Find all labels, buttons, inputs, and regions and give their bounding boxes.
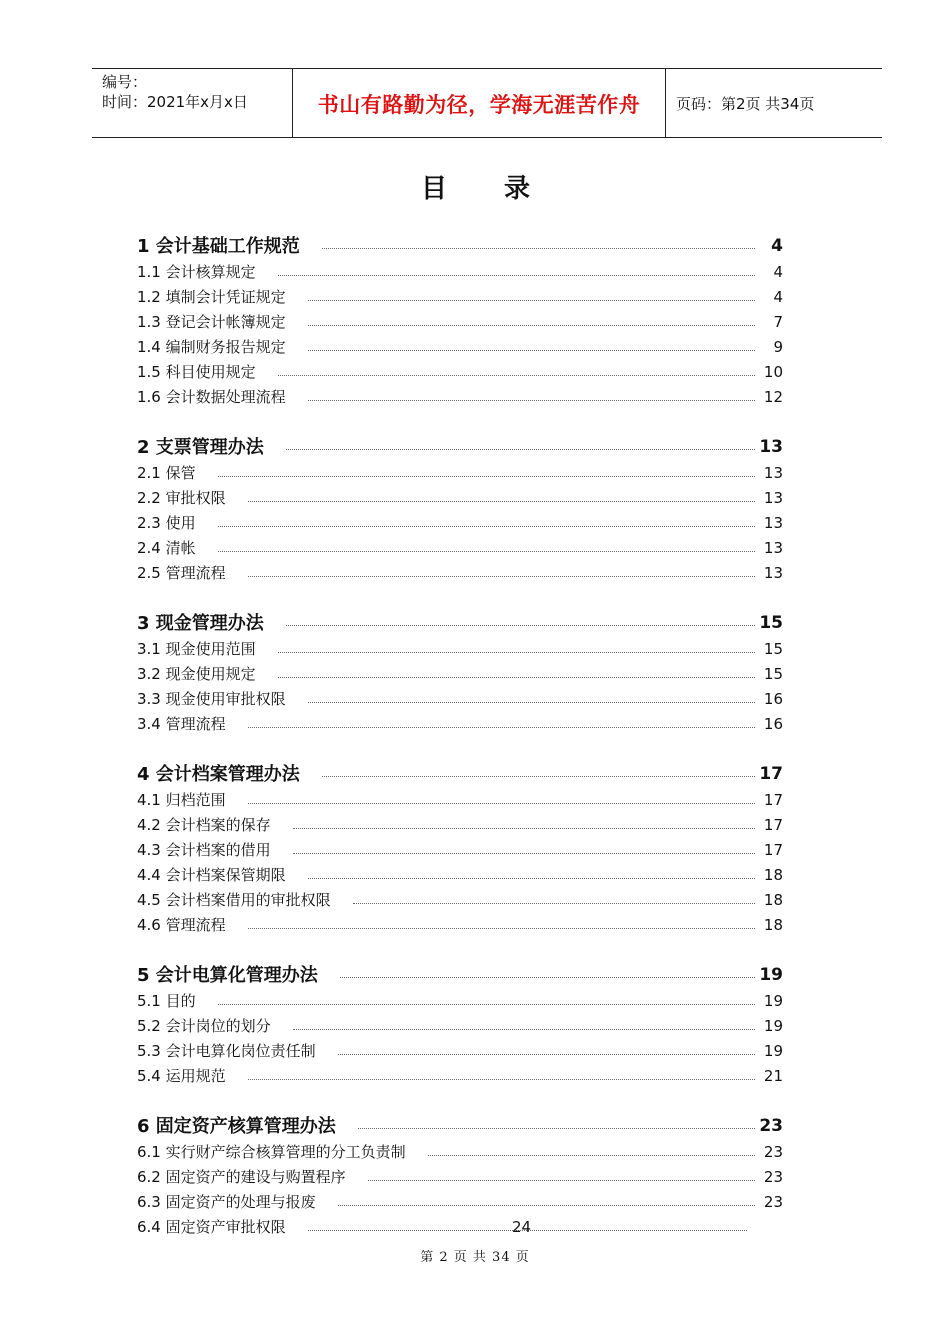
toc-item-label: 5.2 会计岗位的划分 bbox=[137, 1017, 271, 1035]
toc-item-label: 2.4 清帐 bbox=[137, 539, 196, 557]
toc-chapter-page: 17 bbox=[759, 764, 783, 784]
dot-leader bbox=[358, 1128, 755, 1129]
toc-item-label: 1.3 登记会计帐簿规定 bbox=[137, 313, 286, 331]
toc-item-entry[interactable] bbox=[137, 913, 783, 938]
header-motto-cell bbox=[293, 69, 666, 137]
dot-leader bbox=[278, 375, 755, 376]
toc-item-page: 17 bbox=[763, 791, 783, 809]
dot-leader bbox=[286, 449, 755, 450]
header-motto: 书山有路勤为径，学海无涯苦作舟 bbox=[317, 93, 641, 117]
toc-item-page: 7 bbox=[773, 313, 783, 331]
toc-item-label: 1.5 科目使用规定 bbox=[137, 363, 256, 381]
toc-item-label: 6.4 固定资产审批权限 bbox=[137, 1218, 286, 1236]
toc-item-entry[interactable] bbox=[137, 561, 783, 586]
toc-section bbox=[137, 610, 783, 737]
toc-item-label: 6.3 固定资产的处理与报废 bbox=[137, 1193, 316, 1211]
toc-item-page: 16 bbox=[763, 690, 783, 708]
toc-chapter-title: 3 现金管理办法 bbox=[137, 613, 264, 634]
toc-item-label: 2.5 管理流程 bbox=[137, 564, 226, 582]
toc-item-label: 3.2 现金使用规定 bbox=[137, 665, 256, 683]
dot-leader bbox=[218, 1004, 755, 1005]
dot-leader bbox=[308, 325, 755, 326]
toc-item-label: 1.1 会计核算规定 bbox=[137, 263, 256, 281]
dot-leader bbox=[308, 350, 755, 351]
toc-item-entry[interactable] bbox=[137, 1014, 783, 1039]
dot-leader bbox=[308, 400, 755, 401]
toc-item-page: 13 bbox=[763, 564, 783, 582]
toc-item-entry[interactable] bbox=[137, 813, 783, 838]
toc-section bbox=[137, 962, 783, 1089]
toc-chapter-entry[interactable] bbox=[137, 434, 783, 461]
toc-item-label: 5.1 目的 bbox=[137, 992, 196, 1010]
toc-item-label: 2.1 保管 bbox=[137, 464, 196, 482]
dot-leader bbox=[286, 625, 755, 626]
toc-item-label: 4.5 会计档案借用的审批权限 bbox=[137, 891, 331, 909]
toc-item-page: 17 bbox=[763, 816, 783, 834]
toc-item-page: 13 bbox=[763, 464, 783, 482]
toc-item-label: 3.4 管理流程 bbox=[137, 715, 226, 733]
toc-item-page: 13 bbox=[763, 489, 783, 507]
dot-leader bbox=[308, 702, 755, 703]
toc-chapter-page: 15 bbox=[759, 613, 783, 633]
toc-chapter-title: 2 支票管理办法 bbox=[137, 437, 264, 458]
toc-item-label: 4.3 会计档案的借用 bbox=[137, 841, 271, 859]
header-meta-cell bbox=[92, 69, 293, 137]
toc-item-entry[interactable] bbox=[137, 888, 783, 913]
toc-chapter-title: 1 会计基础工作规范 bbox=[137, 236, 300, 257]
dot-leader bbox=[308, 300, 755, 301]
dot-leader bbox=[218, 526, 755, 527]
toc-item-label: 1.6 会计数据处理流程 bbox=[137, 388, 286, 406]
toc-item-page: 19 bbox=[763, 1042, 783, 1060]
dot-leader bbox=[248, 1079, 755, 1080]
toc-item-label: 1.4 编制财务报告规定 bbox=[137, 338, 286, 356]
page-footer: 第 2 页 共 34 页 bbox=[420, 1250, 530, 1265]
toc-item-label: 4.6 管理流程 bbox=[137, 916, 226, 934]
toc-item-page: 17 bbox=[763, 841, 783, 859]
dot-leader bbox=[218, 551, 755, 552]
toc-item-entry[interactable] bbox=[137, 989, 783, 1014]
toc-section bbox=[137, 233, 783, 410]
toc-item-page: 23 bbox=[763, 1168, 783, 1186]
header-page-info: 页码：第2页 共34页 bbox=[676, 95, 815, 113]
toc-chapter-page: 13 bbox=[759, 437, 783, 457]
toc-item-label: 5.4 运用规范 bbox=[137, 1067, 226, 1085]
toc-item-entry[interactable] bbox=[137, 511, 783, 536]
dot-leader bbox=[248, 928, 755, 929]
dot-leader bbox=[248, 576, 755, 577]
dot-leader bbox=[278, 652, 755, 653]
toc-item-entry[interactable] bbox=[137, 788, 783, 813]
dot-leader bbox=[293, 853, 755, 854]
document-time-label: 时间：2021年x月x日 bbox=[102, 93, 248, 111]
toc-item-label: 1.2 填制会计凭证规定 bbox=[137, 288, 286, 306]
toc-item-entry[interactable] bbox=[137, 838, 783, 863]
dot-leader bbox=[293, 1029, 755, 1030]
toc-item-entry[interactable] bbox=[137, 1064, 783, 1089]
toc-chapter-title: 4 会计档案管理办法 bbox=[137, 764, 300, 785]
dot-leader bbox=[248, 803, 755, 804]
toc-item-label: 3.3 现金使用审批权限 bbox=[137, 690, 286, 708]
toc-item-entry[interactable] bbox=[137, 360, 783, 385]
toc-item-page: 4 bbox=[773, 288, 783, 306]
dot-leader bbox=[338, 1054, 755, 1055]
dot-leader bbox=[293, 828, 755, 829]
toc-item-page: 18 bbox=[763, 891, 783, 909]
toc-item-entry[interactable] bbox=[137, 1215, 783, 1240]
toc-item-entry[interactable] bbox=[137, 461, 783, 486]
toc-chapter-entry[interactable] bbox=[137, 761, 783, 788]
toc-item-entry[interactable] bbox=[137, 536, 783, 561]
toc-item-entry[interactable] bbox=[137, 1165, 783, 1190]
dot-leader bbox=[248, 727, 755, 728]
toc-item-entry[interactable] bbox=[137, 1039, 783, 1064]
toc-item-label: 5.3 会计电算化岗位责任制 bbox=[137, 1042, 316, 1060]
toc-item-entry[interactable] bbox=[137, 285, 783, 310]
dot-leader bbox=[340, 977, 755, 978]
toc-item-page: 9 bbox=[773, 338, 783, 356]
toc-item-page: 4 bbox=[773, 263, 783, 281]
toc-item-label: 6.1 实行财产综合核算管理的分工负责制 bbox=[137, 1143, 406, 1161]
toc-item-page: 15 bbox=[763, 640, 783, 658]
toc-item-label: 4.2 会计档案的保存 bbox=[137, 816, 271, 834]
toc-item-entry[interactable] bbox=[137, 486, 783, 511]
toc-item-page: 13 bbox=[763, 514, 783, 532]
dot-leader bbox=[308, 878, 755, 879]
toc-item-page: 19 bbox=[763, 1017, 783, 1035]
toc-item-page: 18 bbox=[763, 916, 783, 934]
dot-leader bbox=[353, 903, 755, 904]
toc-chapter-page: 19 bbox=[759, 965, 783, 985]
toc-item-page: 19 bbox=[763, 992, 783, 1010]
toc-section bbox=[137, 434, 783, 586]
toc-item-page: 13 bbox=[763, 539, 783, 557]
toc-item-page: 15 bbox=[763, 665, 783, 683]
header-page-cell bbox=[666, 69, 882, 137]
toc-item-entry[interactable] bbox=[137, 310, 783, 335]
toc-chapter-page: 4 bbox=[771, 236, 783, 256]
toc-item-label: 2.3 使用 bbox=[137, 514, 196, 532]
toc-item-page: 12 bbox=[763, 388, 783, 406]
toc-item-label: 4.4 会计档案保管期限 bbox=[137, 866, 286, 884]
toc-item-page: 16 bbox=[763, 715, 783, 733]
table-of-contents bbox=[137, 233, 783, 1264]
dot-leader bbox=[368, 1180, 755, 1181]
toc-item-entry[interactable] bbox=[137, 385, 783, 410]
toc-item-entry[interactable] bbox=[137, 637, 783, 662]
toc-chapter-entry[interactable] bbox=[137, 610, 783, 637]
dot-leader bbox=[322, 776, 755, 777]
toc-item-entry[interactable] bbox=[137, 1140, 783, 1165]
toc-item-entry[interactable] bbox=[137, 1190, 783, 1215]
toc-item-page: 24 bbox=[512, 1218, 532, 1236]
toc-section bbox=[137, 761, 783, 938]
dot-leader bbox=[218, 476, 755, 477]
toc-item-label: 3.1 现金使用范围 bbox=[137, 640, 256, 658]
toc-chapter-page: 23 bbox=[759, 1116, 783, 1136]
toc-item-entry[interactable] bbox=[137, 335, 783, 360]
document-number-label: 编号： bbox=[102, 73, 148, 91]
toc-chapter-entry[interactable] bbox=[137, 962, 783, 989]
toc-item-label: 4.1 归档范围 bbox=[137, 791, 226, 809]
dot-leader bbox=[278, 677, 755, 678]
toc-chapter-title: 5 会计电算化管理办法 bbox=[137, 965, 318, 986]
toc-item-label: 2.2 审批权限 bbox=[137, 489, 226, 507]
toc-item-page: 23 bbox=[763, 1143, 783, 1161]
toc-section bbox=[137, 1113, 783, 1240]
dot-leader bbox=[322, 248, 755, 249]
toc-chapter-entry[interactable] bbox=[137, 233, 783, 260]
dot-leader bbox=[428, 1155, 755, 1156]
toc-item-page: 23 bbox=[763, 1193, 783, 1211]
toc-item-label: 6.2 固定资产的建设与购置程序 bbox=[137, 1168, 346, 1186]
toc-item-page: 10 bbox=[763, 363, 783, 381]
toc-chapter-entry[interactable] bbox=[137, 1113, 783, 1140]
toc-item-page: 18 bbox=[763, 866, 783, 884]
toc-chapter-title: 6 固定资产核算管理办法 bbox=[137, 1116, 336, 1137]
toc-item-entry[interactable] bbox=[137, 687, 783, 712]
toc-item-page: 21 bbox=[763, 1067, 783, 1085]
toc-title: 目 录 bbox=[420, 174, 555, 204]
toc-item-entry[interactable] bbox=[137, 260, 783, 285]
dot-leader bbox=[278, 275, 755, 276]
page-header bbox=[92, 68, 882, 138]
dot-leader bbox=[338, 1205, 755, 1206]
dot-leader bbox=[248, 501, 755, 502]
toc-item-entry[interactable] bbox=[137, 662, 783, 687]
toc-item-entry[interactable] bbox=[137, 863, 783, 888]
toc-item-entry[interactable] bbox=[137, 712, 783, 737]
